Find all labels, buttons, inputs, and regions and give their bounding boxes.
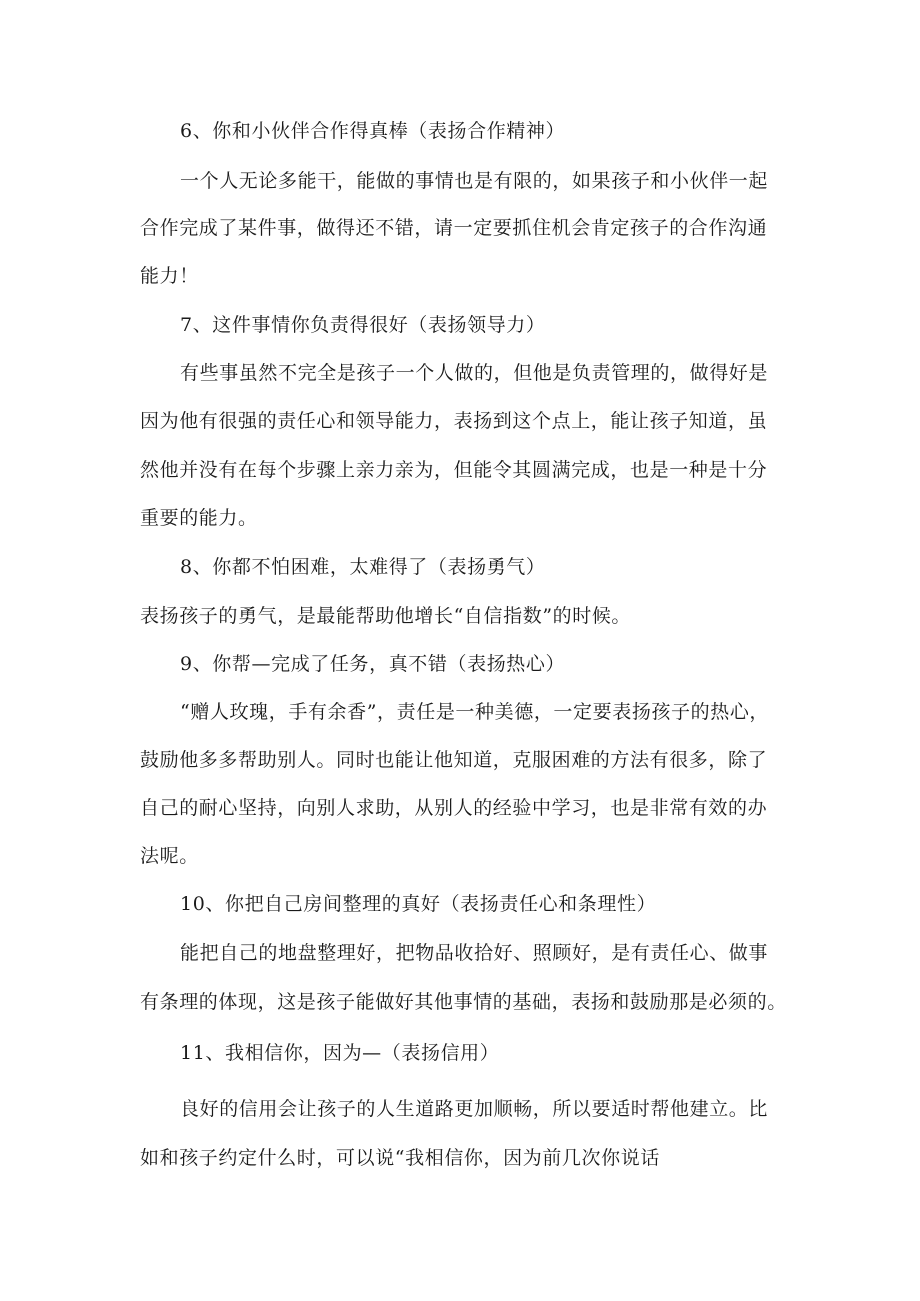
paragraph-6-line-2: 合作完成了某件事，做得还不错，请一定要抓住机会肯定孩子的合作沟通: [140, 217, 768, 239]
paragraph-6-line-3: 能力！: [140, 265, 199, 287]
heading-11: 11、我相信你，因为—（表扬信用）: [180, 1042, 500, 1064]
paragraph-8-line-1: 表扬孩子的勇气，是最能帮助他增长“自信指数”的时候。: [140, 605, 632, 627]
paragraph-6-line-1: 一个人无论多能干，能做的事情也是有限的，如果孩子和小伙伴一起: [180, 170, 769, 192]
paragraph-9-line-4: 法呢。: [140, 845, 199, 867]
paragraph-11-line-2: 如和孩子约定什么时，可以说“我相信你，因为前几次你说话: [140, 1147, 660, 1169]
paragraph-10-line-1: 能把自己的地盘整理好，把物品收拾好、照顾好，是有责任心、做事: [180, 942, 769, 964]
heading-9: 9、你帮—完成了任务，真不错（表扬热心）: [180, 653, 566, 675]
paragraph-9-line-3: 自己的耐心坚持，向别人求助，从别人的经验中学习，也是非常有效的办: [140, 797, 768, 819]
paragraph-7-line-3: 然他并没有在每个步骤上亲力亲为，但能令其圆满完成，也是一种是十分: [140, 459, 768, 481]
heading-6: 6、你和小伙伴合作得真棒（表扬合作精神）: [180, 120, 566, 142]
heading-7: 7、这件事情你负责得很好（表扬领导力）: [180, 314, 546, 336]
paragraph-7-line-1: 有些事虽然不完全是孩子一个人做的，但他是负责管理的，做得好是: [180, 362, 769, 384]
paragraph-11-line-1: 良好的信用会让孩子的人生道路更加顺畅，所以要适时帮他建立。比: [180, 1098, 769, 1120]
paragraph-7-line-2: 因为他有很强的责任心和领导能力，表扬到这个点上，能让孩子知道，虽: [140, 410, 768, 432]
paragraph-10-line-2: 有条理的体现，这是孩子能做好其他事情的基础，表扬和鼓励那是必须的。: [140, 991, 787, 1013]
paragraph-7-line-4: 重要的能力。: [140, 507, 258, 529]
heading-10: 10、你把自己房间整理的真好（表扬责任心和条理性）: [180, 893, 657, 915]
paragraph-9-line-1: “赠人玫瑰，手有余香”，责任是一种美德，一定要表扬孩子的热心，: [180, 701, 770, 723]
paragraph-9-line-2: 鼓励他多多帮助别人。同时也能让他知道，克服困难的方法有很多，除了: [140, 749, 768, 771]
heading-8: 8、你都不怕困难，太难得了（表扬勇气）: [180, 556, 546, 578]
